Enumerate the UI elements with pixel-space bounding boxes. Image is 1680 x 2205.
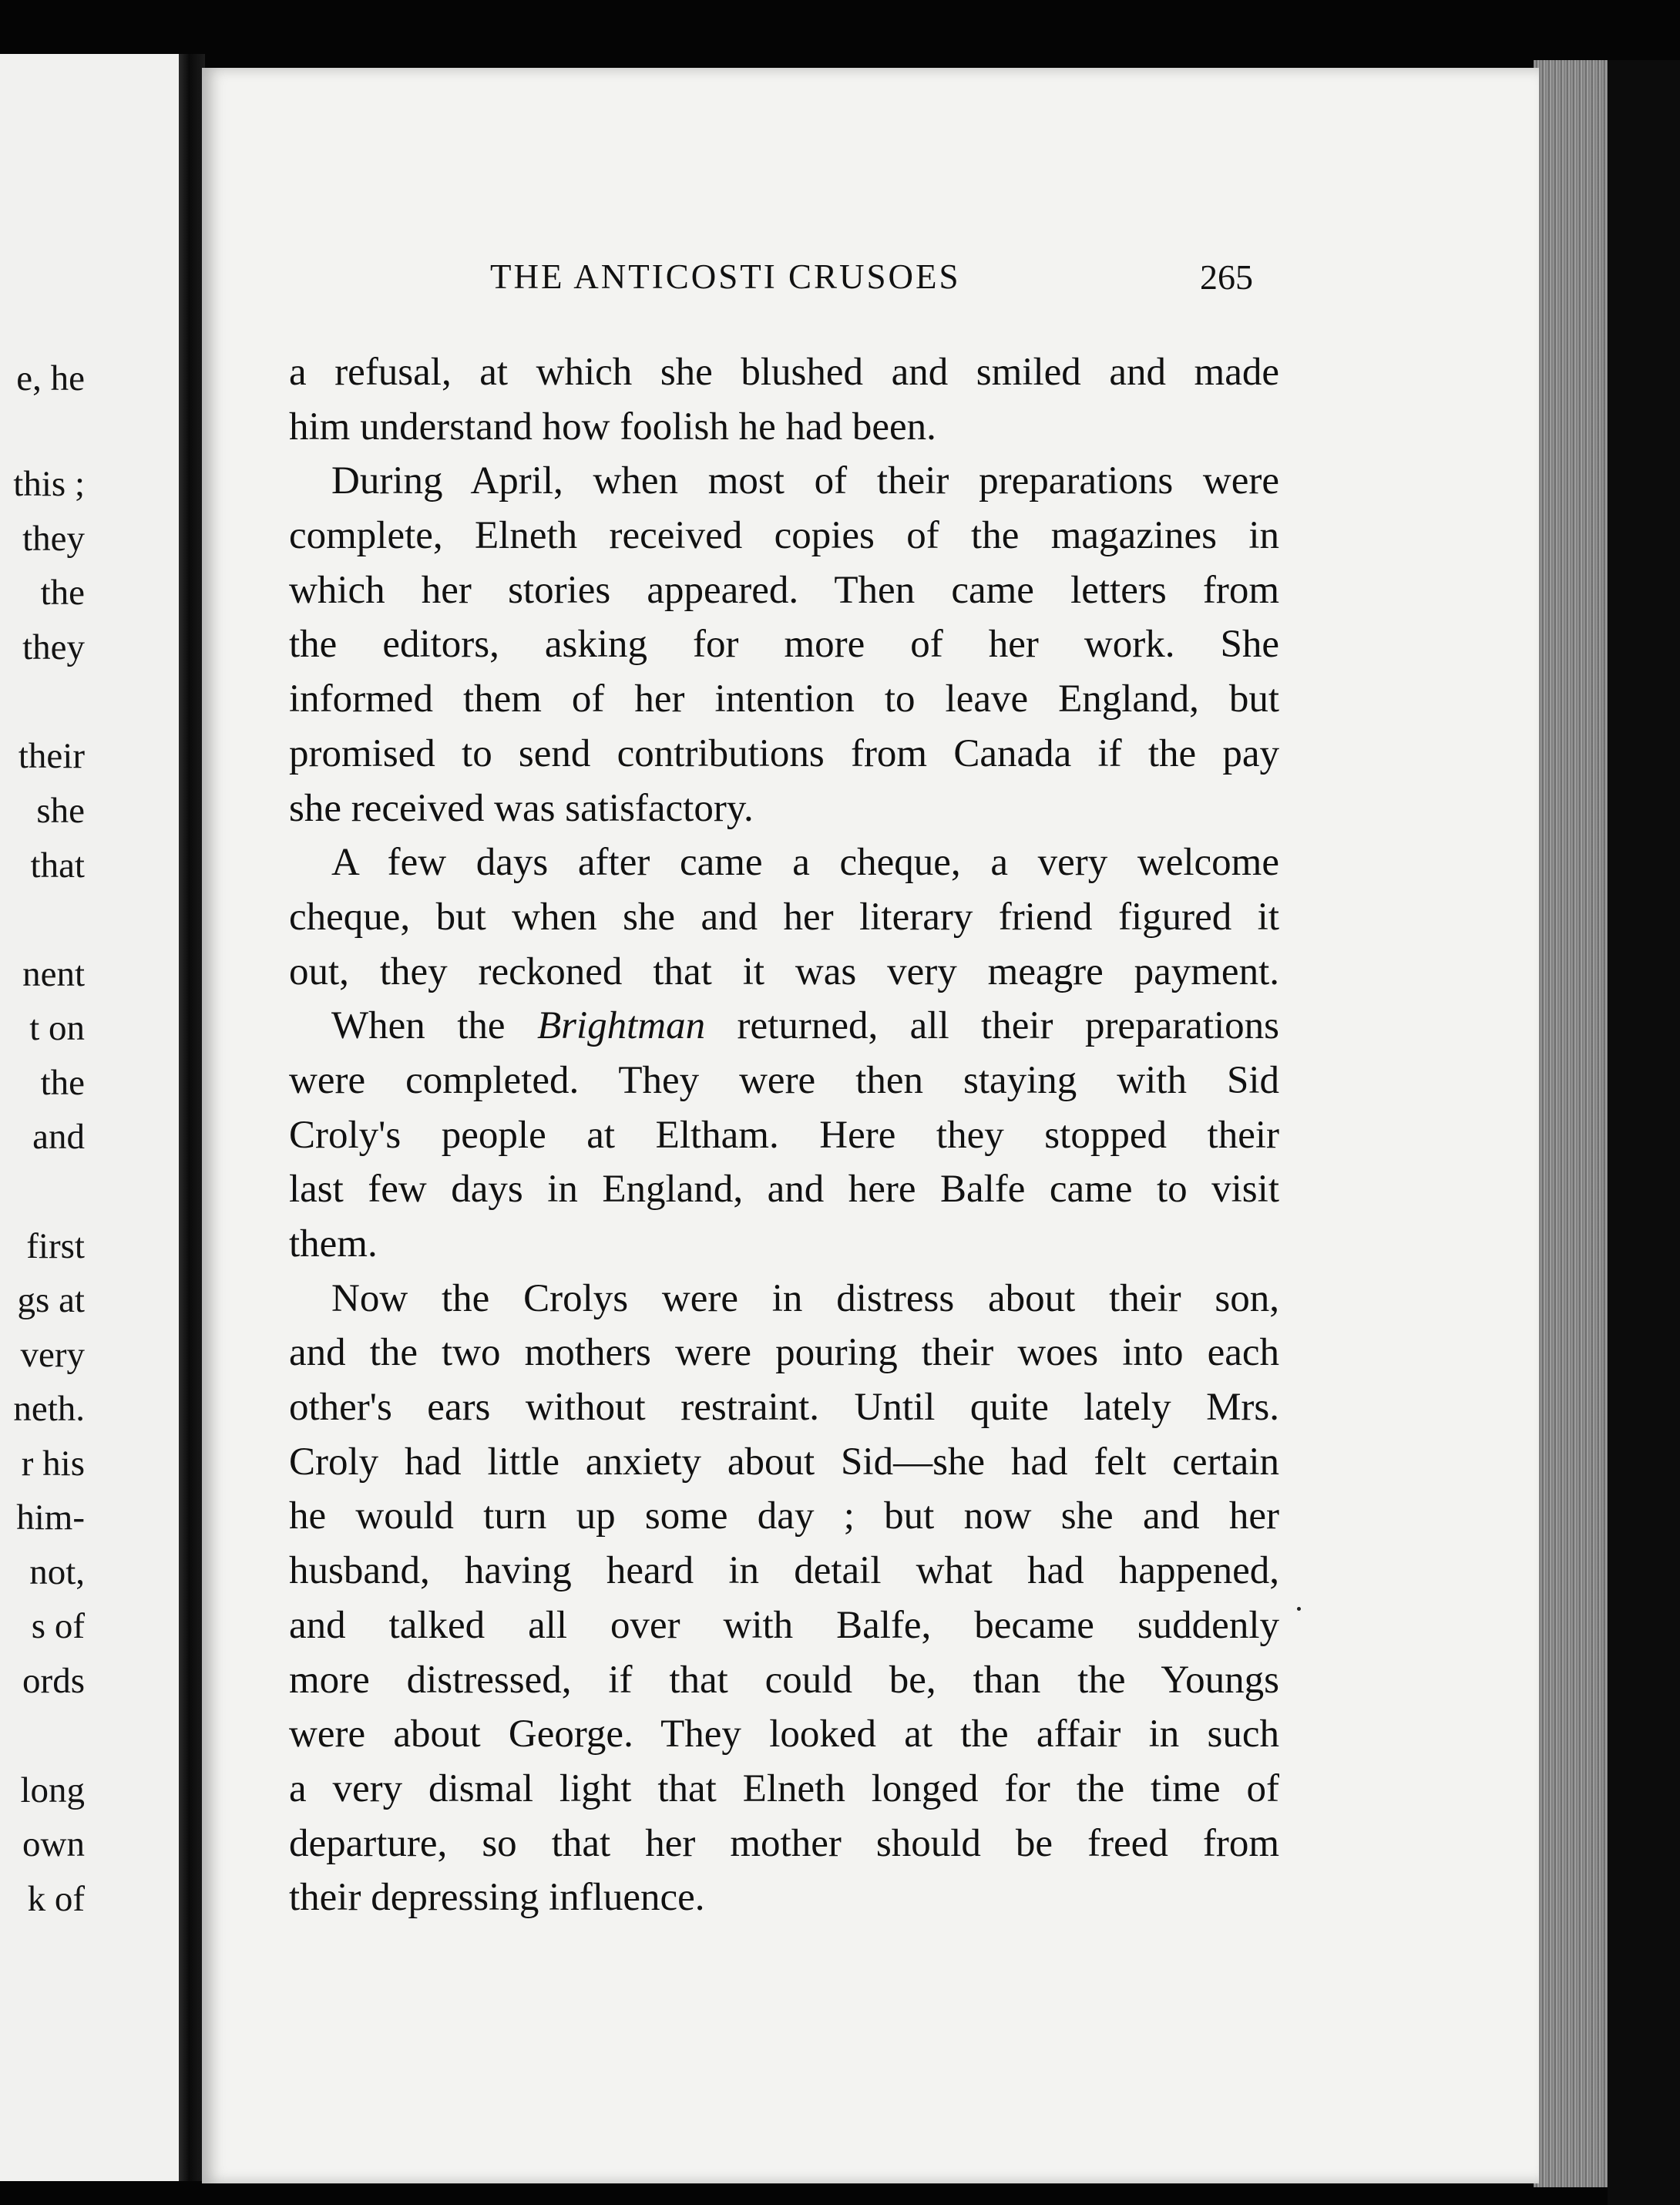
left-fragment: they [22,627,85,667]
text-line: Croly had little anxiety about Sid—she had felt certain [289,1440,1279,1484]
text-line: were about George. They looked at the affair in such [289,1713,1279,1756]
page-edges [1534,60,1608,2187]
text-line: him understand how foolish he had been. [289,405,936,449]
left-fragment: they [22,519,85,559]
text-line: Croly's people at Eltham. Here they stopped their [289,1113,1279,1157]
text-line: out, they reckoned that it was very meagre payment. [289,950,1279,993]
left-fragment: long [20,1770,85,1810]
text-line: cheque, but when she and her literary friend figured it [289,895,1279,939]
running-head-title: THE ANTICOSTI CRUSOES [490,257,961,296]
text-run: returned, all their preparations [705,1004,1280,1048]
paragraph-start-line [289,999,1279,1054]
text-line: a refusal, at which she blushed and smiled and made [289,351,1279,394]
text-line: informed them of her intention to leave England, but [289,677,1279,721]
text-line: complete, Elneth received copies of the magazines in [289,514,1279,558]
left-fragment: very [20,1335,85,1375]
book-cover-edge [1608,60,1680,2205]
left-fragment: the [40,573,85,613]
text-line: she received was satisfactory. [289,786,754,830]
text-line: husband, having heard in detail what had happened, [289,1549,1279,1593]
text-line: were completed. They were then staying with Sid [289,1058,1279,1102]
text-line: and talked all over with Balfe, became suddenly [289,1603,1279,1647]
text-run: When the [331,1004,537,1048]
left-fragment: first [26,1226,85,1266]
left-fragment: not, [29,1552,85,1592]
page-number: 265 [1200,257,1253,297]
left-fragment: she [36,791,85,831]
left-fragment: t on [29,1008,85,1048]
text-line: them. [289,1222,378,1266]
left-fragment: s of [31,1606,85,1646]
left-fragment: own [22,1824,85,1864]
paragraph-start-line: A few days after came a cheque, a very welcome [331,841,1279,885]
left-fragment: ords [22,1661,85,1701]
previous-page-edge [0,54,179,2181]
left-fragment: the [40,1063,85,1103]
paragraph-start-line: During April, when most of their preparations were [331,459,1279,503]
text-line: and the two mothers were pouring their woes into each [289,1331,1279,1375]
ship-name: Brightman [536,1004,706,1048]
left-fragment: e, he [16,358,85,398]
left-fragment: him- [16,1497,85,1538]
page-body-text [289,345,1279,1925]
left-fragment: nent [22,954,85,994]
text-line: which her stories appeared. Then came letters from [289,568,1279,612]
paragraph-start-line: Now the Crolys were in distress about their son, [331,1276,1279,1320]
left-fragment: and [32,1117,85,1157]
text-line: other's ears without restraint. Until quite lately Mrs. [289,1386,1279,1430]
left-fragment: this ; [13,464,85,504]
left-fragment: neth. [13,1389,85,1429]
text-line: he would turn up some day ; but now she and her [289,1494,1279,1538]
text-line: the editors, asking for more of her work. She [289,623,1279,667]
left-fragment: r his [21,1444,85,1484]
text-line: last few days in England, and here Balfe came to visit [289,1168,1279,1212]
left-fragment: their [18,736,85,776]
text-line: their depressing influence. [289,1876,705,1920]
text-line: a very dismal light that Elneth longed for the time of [289,1766,1279,1810]
text-line: departure, so that her mother should be freed from [289,1821,1279,1865]
book-gutter [179,54,205,2181]
left-fragment: gs at [17,1280,85,1320]
text-line: more distressed, if that could be, than the Youngs [289,1658,1279,1702]
left-fragment: that [30,845,85,886]
ink-speck [1297,1607,1301,1611]
left-fragment: k of [27,1879,85,1919]
text-line: promised to send contributions from Canada if the pay [289,731,1279,775]
